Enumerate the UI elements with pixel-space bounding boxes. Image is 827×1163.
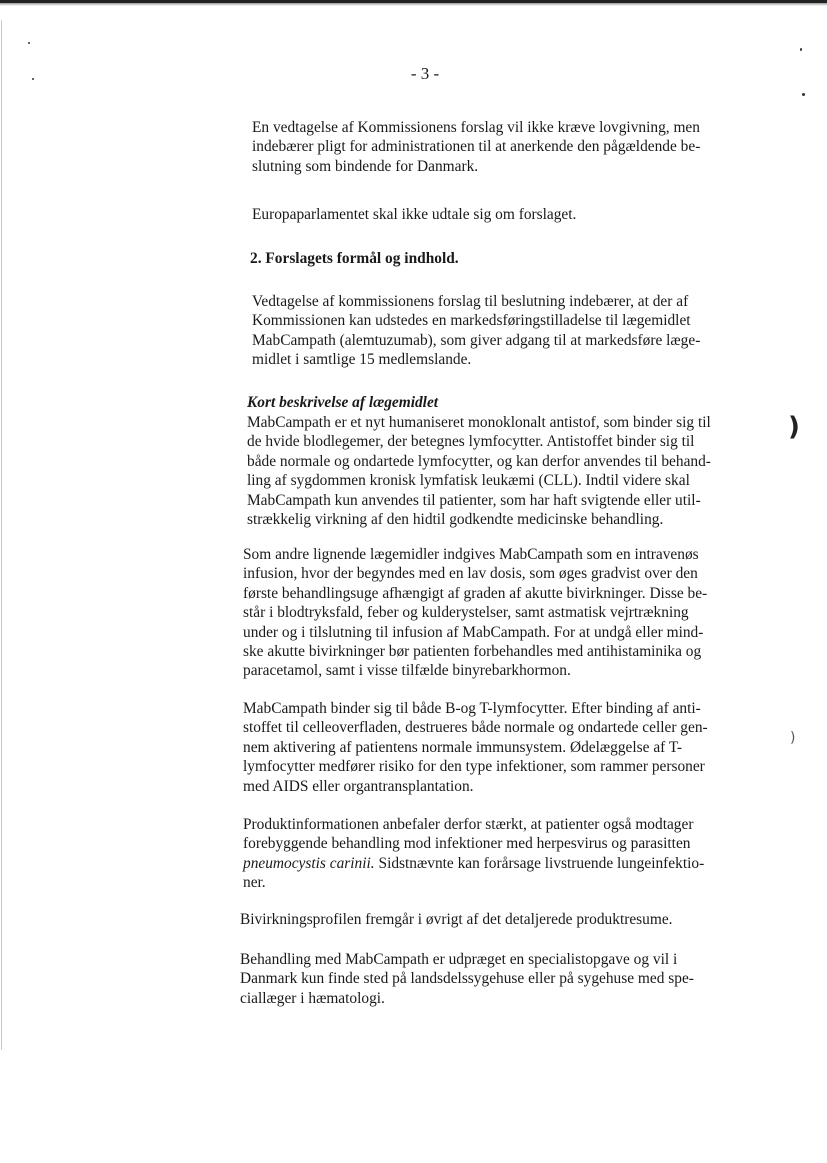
text-line	[243, 854, 761, 873]
text-line: med AIDS eller organtransplantation.	[243, 777, 474, 795]
text-line: stoffet til celleoverfladen, destrueres både normale og ondartede celler gen-	[243, 719, 708, 737]
paragraph-side-effects	[240, 910, 758, 929]
text-line: Produktinformationen anbefaler derfor stærkt, at patienter også modtager	[243, 816, 694, 833]
text-line: En vedtagelse af Kommissionens forslag vil ikke kræve lovgivning, men	[252, 119, 700, 136]
species-name: pneumocystis carinii.	[243, 854, 375, 872]
paragraph-specialist	[240, 950, 758, 1008]
text-line: MabCampath binder sig til både B-og T-lymfocytter. Efter binding af anti-	[243, 700, 701, 717]
text-line: Kommissionen kan udstedes en markedsføringstilladelse til lægemidlet	[252, 312, 691, 330]
text-line: nem aktivering af patientens normale immunsystem. Ødelæggelse af T-	[243, 738, 682, 756]
margin-bracket-mark-small: )	[790, 730, 796, 746]
text-line: midlet i samtlige 15 medlemslande.	[252, 351, 472, 369]
text-line: MabCampath er et nyt humaniseret monoklonalt antistof, som binder sig til	[247, 414, 711, 431]
text-line: indebærer pligt for administrationen til at anerkende den pågældende be-	[252, 138, 701, 156]
text-line: ner.	[243, 874, 266, 892]
scan-left-edge	[1, 20, 2, 1050]
text-line: Vedtagelse af kommissionens forslag til beslutning indebærer, at der af	[252, 293, 689, 310]
scan-speck	[28, 42, 30, 44]
paragraph-mechanism	[243, 699, 761, 796]
text-line: MabCampath kun anvendes til patienter, som har haft svigtende eller util-	[247, 491, 701, 509]
paragraph-description	[247, 413, 762, 529]
text-line: de hvide blodlegemer, der betegnes lymfocytter. Antistoffet binder sig til	[247, 433, 695, 451]
paragraph-purpose	[252, 292, 764, 370]
text-line: infusion, hvor der begyndes med en lav dosis, som øges gradvist over den	[243, 565, 698, 583]
subsection-heading: Kort beskrivelse af lægemidlet	[247, 394, 439, 411]
paragraph-parliament	[252, 205, 764, 224]
page-number: - 3 -	[410, 64, 440, 83]
text-fragment: Sidstnævnte kan forårsage livstruende lungeinfektio-	[374, 854, 705, 872]
text-line: strækkelig virkning af den hidtil godkendte medicinske behandling.	[247, 511, 664, 529]
paragraph-legislation	[252, 118, 764, 176]
scan-speck	[802, 93, 805, 96]
text-line: MabCampath (alemtuzumab), som giver adgang til at markedsføre læge-	[252, 331, 701, 349]
text-line: under og i tilslutning til infusion af MabCampath. For at undgå eller mind-	[243, 623, 704, 641]
text-line: paracetamol, samt i visse tilfælde binyrebarkhormon.	[243, 662, 571, 680]
text-line: Danmark kun finde sted på landsdelssygehuse eller på sygehuse med spe-	[240, 970, 694, 988]
text-line: Som andre lignende lægemidler indgives MabCampath som en intravenøs	[243, 546, 699, 563]
scan-speck	[800, 48, 802, 51]
paragraph-administration	[243, 545, 761, 681]
scan-speck	[32, 78, 34, 80]
text-line: lymfocytter medfører risiko for den type infektioner, som rammer personer	[243, 758, 705, 776]
text-line: Behandling med MabCampath er udpræget en specialistopgave og vil i	[240, 951, 678, 968]
paragraph-prophylaxis	[243, 815, 761, 893]
section-heading: 2. Forslagets formål og indhold.	[250, 250, 459, 267]
scan-top-edge	[0, 0, 827, 6]
text-line: Europaparlamentet skal ikke udtale sig om forslaget.	[252, 206, 577, 223]
text-line: står i blodtryksfald, feber og kulderystelser, samt astmatisk vejrtrækning	[243, 604, 689, 622]
text-line: ciallæger i hæmatologi.	[240, 989, 385, 1007]
text-line: ling af sygdommen kronisk lymfatisk leukæmi (CLL). Indtil videre skal	[247, 472, 690, 490]
text-line: både normale og ondartede lymfocytter, og kan derfor anvendes til behand-	[247, 452, 711, 470]
text-line: første behandlingsuge afhængigt af graden af akutte bivirkninger. Disse be-	[243, 584, 708, 602]
text-line: Bivirkningsprofilen fremgår i øvrigt af det detaljerede produktresume.	[240, 911, 673, 928]
margin-bracket-mark: )	[788, 412, 800, 442]
text-line: forebyggende behandling mod infektioner med herpesvirus og parasitten	[243, 835, 691, 853]
text-line: slutning som bindende for Danmark.	[252, 157, 479, 175]
text-line: ske akutte bivirkninger bør patienten forbehandles med antihistaminika og	[243, 643, 702, 661]
